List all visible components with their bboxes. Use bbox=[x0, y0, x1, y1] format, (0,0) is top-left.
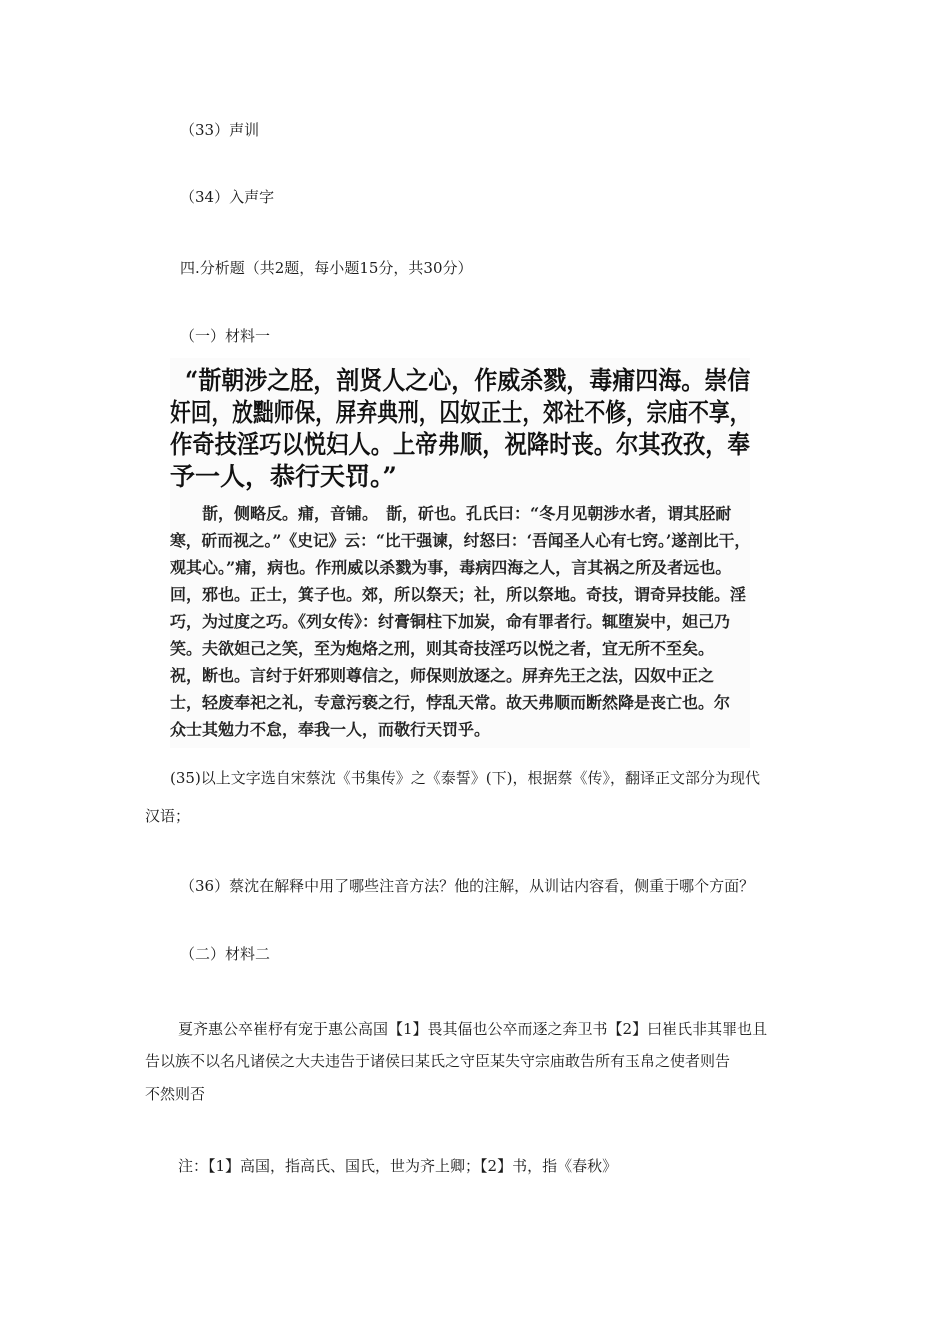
excerpt-main-line: 作奇技淫巧以悦妇人。上帝弗顺，祝降时丧。尔其孜孜，奉 bbox=[170, 430, 750, 459]
excerpt-main-line: 予一人，恭行天罚。” bbox=[170, 462, 397, 491]
excerpt-note-line: 士，轻废奉祀之礼，专意污亵之行，悖乱天常。故天弗顺而断然降是丧亡也。尔 bbox=[170, 693, 731, 712]
material-2-line: 不然则否 bbox=[145, 1085, 206, 1103]
excerpt-note-line: 笑。夫欲妲己之笑，至为炮烙之刑，则其奇技淫巧以悦之者，宜无所不至矣。 bbox=[170, 639, 715, 658]
material-1-heading: （一）材料一 bbox=[180, 327, 271, 345]
question-35-line-1: (35)以上文字选自宋蔡沈《书集传》之《泰誓》(下)，根据蔡《传》，翻译正文部分为现代 bbox=[170, 769, 760, 787]
excerpt-main-line: “斮朝涉之胫，剖贤人之心，作威杀戮，毒痡四海。崇信 bbox=[185, 366, 751, 395]
excerpt-note-line: 巧，为过度之巧。《列女传》：纣膏铜柱下加炭，命有罪者行。辄堕炭中，妲己乃 bbox=[170, 612, 731, 631]
excerpt-note-line: 众士其勉力不怠，奉我一人，而敬行天罚乎。 bbox=[170, 720, 491, 739]
material-2-line: 夏齐惠公卒崔杼有宠于惠公高国【1】畏其偪也公卒而逐之奔卫书【2】曰崔氏非其罪也且 bbox=[178, 1020, 768, 1038]
excerpt-note-line: 祝，断也。言纣于奸邪则尊信之，师保则放逐之。屏弃先王之法，囚奴中正之 bbox=[170, 666, 715, 685]
question-36: （36）蔡沈在解释中用了哪些注音方法？他的注解，从训诂内容看，侧重于哪个方面？ bbox=[180, 877, 755, 895]
excerpt-note-line: 斮，侧略反。痡，音铺。 斮，斫也。孔氏曰：“冬月见朝涉水者，谓其胫耐 bbox=[202, 504, 732, 523]
footnote: 注：【1】高国，指高氏、国氏，世为齐上卿；【2】书，指《春秋》 bbox=[178, 1157, 618, 1175]
excerpt-note-line: 寒，斫而视之。”《史记》云：“比干强谏，纣怒曰：‘吾闻圣人心有七窍。’遂剖比干， bbox=[170, 531, 751, 550]
material-1-scanned-excerpt bbox=[170, 358, 750, 748]
question-35-line-2: 汉语； bbox=[145, 807, 191, 825]
excerpt-note-line: 回，邪也。正士，箕子也。郊，所以祭天；社，所以祭地。奇技，谓奇异技能。淫 bbox=[170, 585, 747, 604]
excerpt-note-line: 观其心。”痡，病也。作刑威以杀戮为事，毒病四海之人，言其祸之所及者远也。 bbox=[170, 558, 732, 577]
excerpt-main-line: 奸回，放黜师保，屏弃典刑，囚奴正士，郊社不修，宗庙不享， bbox=[170, 398, 751, 427]
section-4-heading: 四.分析题（共2题，每小题15分，共30分） bbox=[180, 259, 473, 277]
material-2-line: 告以族不以名凡诸侯之大夫违告于诸侯曰某氏之守臣某失守宗庙敢告所有玉帛之使者则告 bbox=[145, 1052, 731, 1070]
item-34: （34）入声字 bbox=[180, 188, 275, 206]
item-33: （33）声训 bbox=[180, 121, 260, 139]
material-2-heading: （二）材料二 bbox=[180, 945, 271, 963]
